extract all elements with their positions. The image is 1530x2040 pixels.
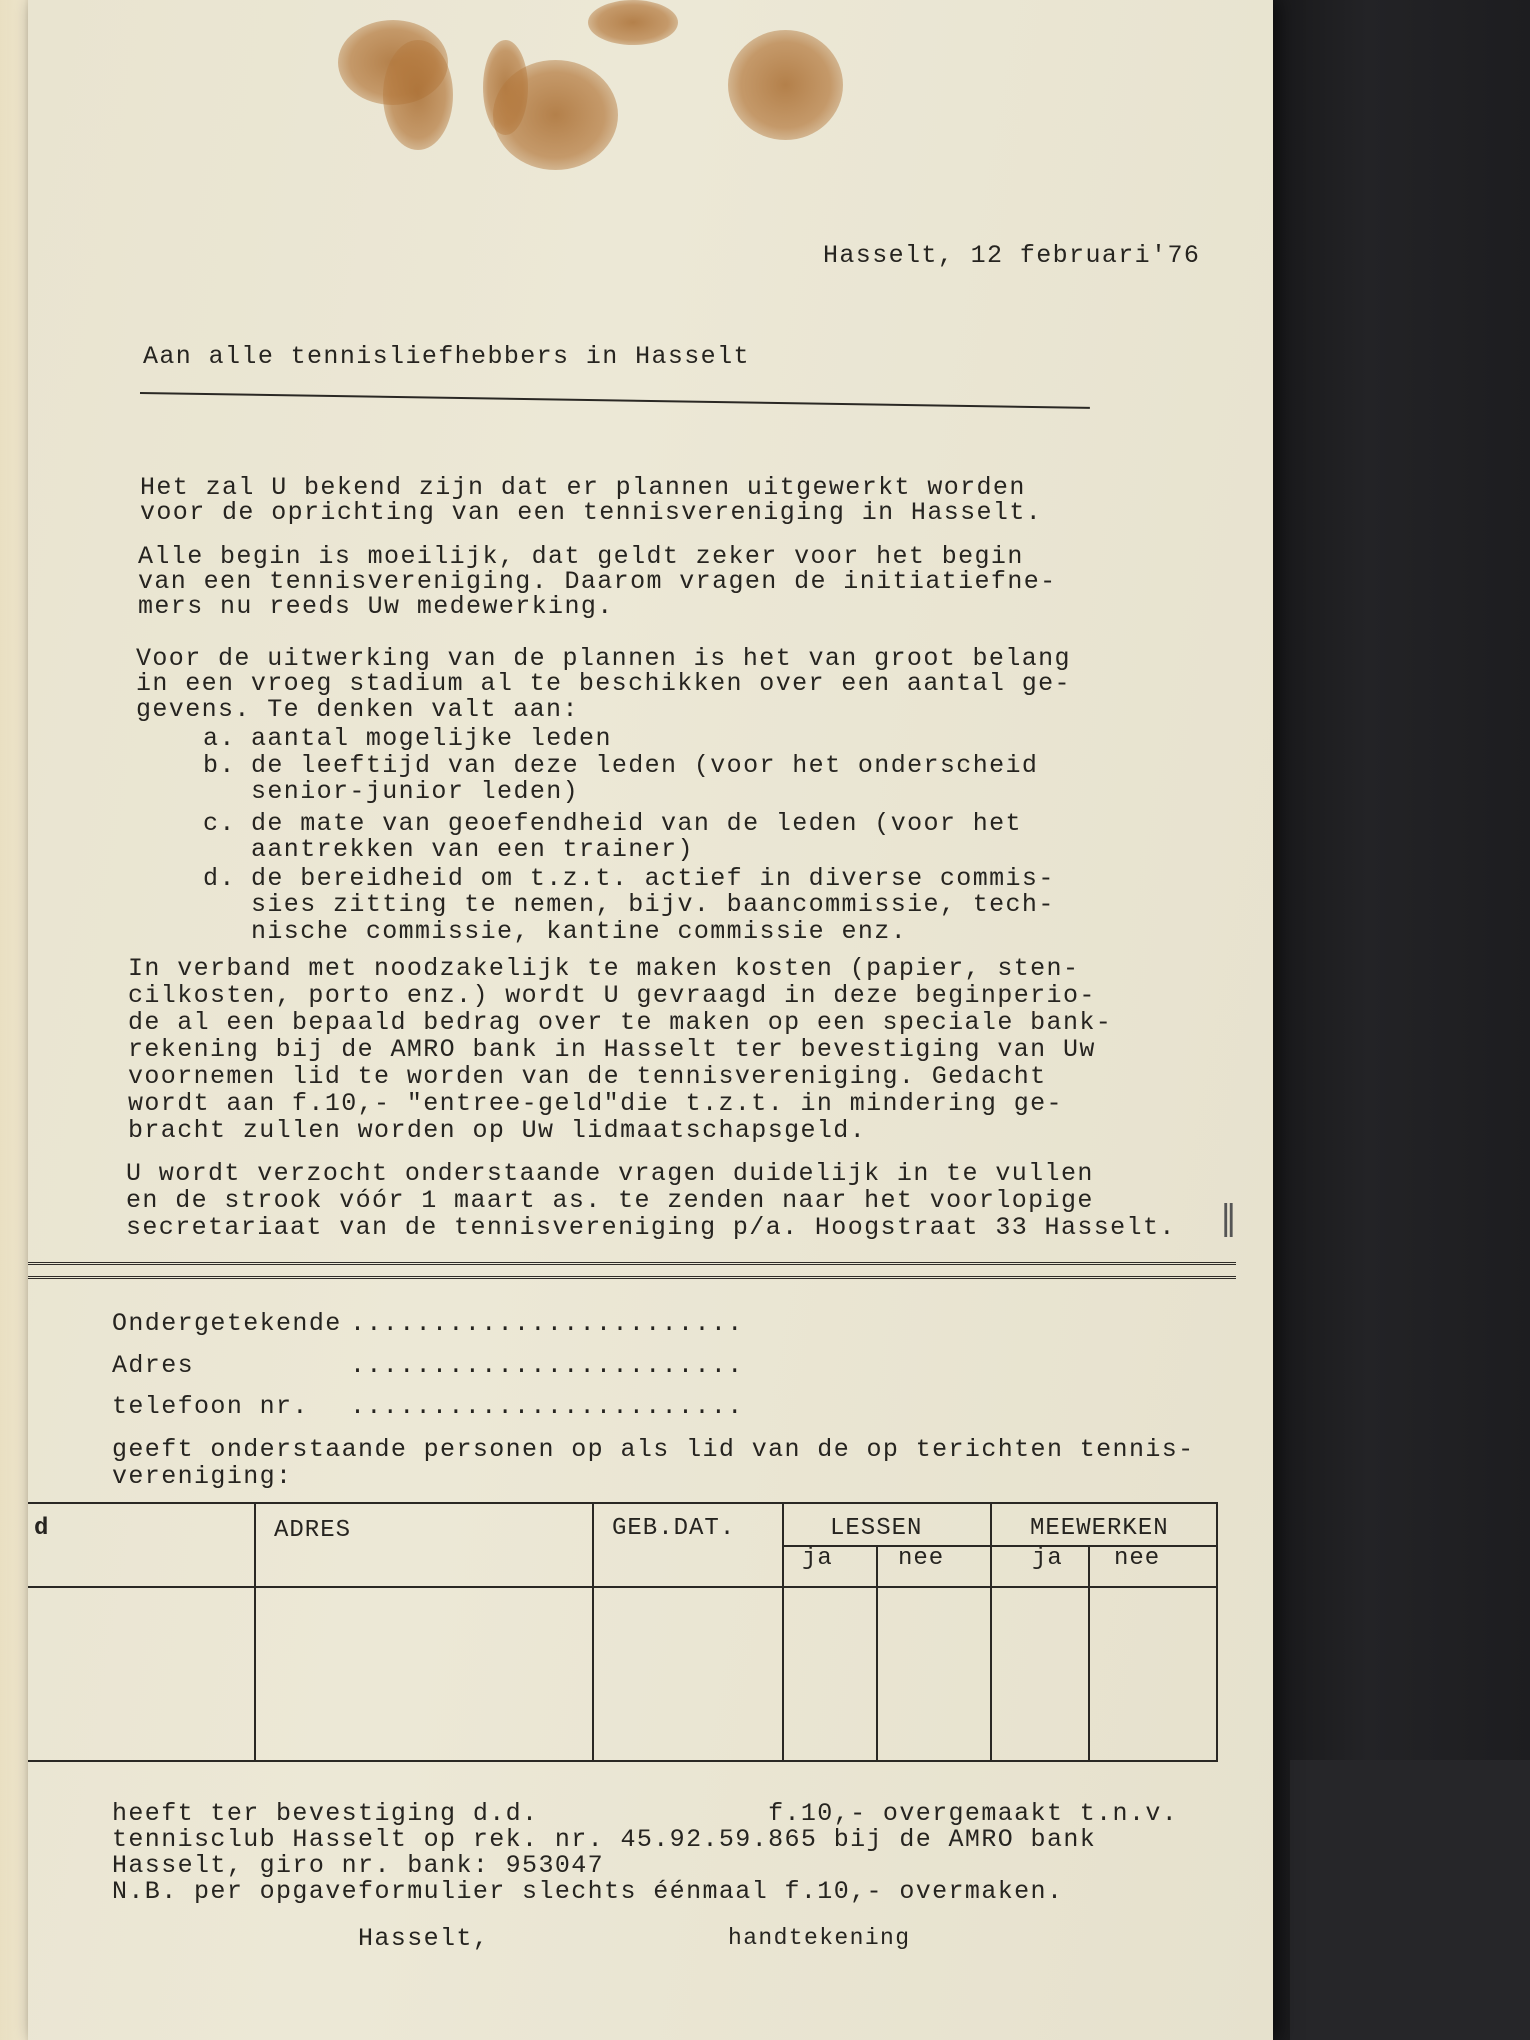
list-item-line: aantrekken van een trainer): [251, 835, 694, 864]
paragraph-line: voornemen lid te worden van de tennisvereniging. Gedacht: [128, 1062, 1047, 1091]
list-item-line: de mate van geoefendheid van de leden (voor het: [251, 809, 1022, 838]
letter-page: [28, 0, 1273, 2040]
list-item-line: de leeftijd van deze leden (voor het onderscheid: [251, 751, 1039, 780]
pencil-mark: ‖: [1220, 1198, 1237, 1238]
list-item-line: nische commissie, kantine commissie enz.: [251, 917, 908, 946]
footer-line: tennisclub Hasselt op rek. nr. 45.92.59.865 bij de AMRO bank: [112, 1825, 1097, 1854]
table-header-lessen-ja: ja: [802, 1545, 833, 1572]
form-intro-line: geeft onderstaande personen op als lid van de op terichten tennis-: [112, 1435, 1195, 1464]
table-header-first: d: [34, 1515, 50, 1542]
table-col-border: [1216, 1502, 1218, 1762]
form-field-dots[interactable]: ........................: [350, 1309, 744, 1338]
stain: [728, 30, 843, 140]
list-item-line: de bereidheid om t.z.t. actief in diverse commis-: [251, 864, 1055, 893]
form-field-label: Adres: [112, 1351, 195, 1380]
paragraph-line: rekening bij de AMRO bank in Hasselt ter bevestiging van Uw: [128, 1035, 1096, 1064]
stain: [588, 0, 678, 45]
table-col-border: [1088, 1545, 1090, 1762]
paragraph-line: secretariaat van de tennisvereniging p/a. Hoogstraat 33 Hasselt.: [126, 1213, 1176, 1242]
table-col-border: [990, 1502, 992, 1762]
dark-surface: [1260, 0, 1530, 2040]
table-col-border: [592, 1502, 594, 1762]
footer-line: Hasselt, giro nr. bank: 953047: [112, 1851, 605, 1880]
list-item-line: sies zitting te nemen, bijv. baancommissie, tech-: [251, 890, 1055, 919]
place-date: Hasselt, 12 februari'76: [823, 241, 1201, 270]
form-field-label: Ondergetekende: [112, 1309, 342, 1338]
paragraph-line: mers nu reeds Uw medewerking.: [138, 592, 614, 621]
form-field-label: telefoon nr.: [112, 1392, 309, 1421]
paragraph-line: en de strook vóór 1 maart as. te zenden naar het voorlopige: [126, 1186, 1094, 1215]
footer-line: N.B. per opgaveformulier slechts éénmaal f.10,- overmaken.: [112, 1877, 1064, 1906]
list-marker: b.: [203, 751, 236, 780]
table-col-border: [782, 1502, 784, 1762]
paragraph-line: Voor de uitwerking van de plannen is het van groot belang: [136, 644, 1071, 673]
cut-line: [28, 1262, 1236, 1279]
form-intro-line: vereniging:: [112, 1462, 293, 1491]
paragraph-line: Alle begin is moeilijk, dat geldt zeker voor het begin: [138, 542, 1024, 571]
paragraph-line: in een vroeg stadium al te beschikken over een aantal ge-: [136, 669, 1071, 698]
list-marker: c.: [203, 809, 236, 838]
signature-place: Hasselt,: [358, 1924, 490, 1953]
paragraph-line: wordt aan f.10,- "entree-geld"die t.z.t. in mindering ge-: [128, 1089, 1063, 1118]
signature-label: handtekening: [728, 1925, 911, 1951]
list-marker: a.: [203, 724, 236, 753]
table-header-adres: ADRES: [274, 1517, 352, 1544]
paragraph-line: bracht zullen worden op Uw lidmaatschapsgeld.: [128, 1116, 867, 1145]
table-bottom-border: [28, 1760, 1218, 1762]
table-top-border: [28, 1502, 1218, 1504]
footer-line: heeft ter bevestiging d.d. f.10,- overgemaakt t.n.v.: [112, 1799, 1179, 1828]
table-header-border: [28, 1586, 1218, 1588]
paragraph-line: U wordt verzocht onderstaande vragen duidelijk in te vullen: [126, 1159, 1094, 1188]
table-header-gebdat: GEB.DAT.: [612, 1515, 736, 1542]
table-header-meewerken-ja: ja: [1032, 1545, 1063, 1572]
form-field-dots[interactable]: ........................: [350, 1392, 744, 1421]
table-header-lessen-nee: nee: [898, 1545, 945, 1572]
list-item-line: aantal mogelijke leden: [251, 724, 612, 753]
table-col-border: [254, 1502, 256, 1762]
paragraph-line: voor de oprichting van een tennisvereniging in Hasselt.: [140, 498, 1043, 527]
paragraph-line: Het zal U bekend zijn dat er plannen uitgewerkt worden: [140, 473, 1026, 502]
list-item-line: senior-junior leden): [251, 777, 580, 806]
table-col-border: [876, 1545, 878, 1762]
addressee-underline: [140, 392, 1090, 409]
table-header-lessen: LESSEN: [830, 1515, 923, 1542]
table-header-meewerken-nee: nee: [1114, 1545, 1161, 1572]
stain: [493, 60, 618, 170]
addressee: Aan alle tennisliefhebbers in Hasselt: [143, 342, 750, 371]
table-header-meewerken: MEEWERKEN: [1030, 1515, 1169, 1542]
paragraph-line: gevens. Te denken valt aan:: [136, 695, 579, 724]
form-field-dots[interactable]: ........................: [350, 1351, 744, 1380]
paragraph-line: de al een bepaald bedrag over te maken op een speciale bank-: [128, 1008, 1113, 1037]
paragraph-line: In verband met noodzakelijk te maken kosten (papier, sten-: [128, 954, 1080, 983]
list-marker: d.: [203, 864, 236, 893]
paragraph-line: van een tennisvereniging. Daarom vragen de initiatiefne-: [138, 567, 1057, 596]
paragraph-line: cilkosten, porto enz.) wordt U gevraagd in deze beginperio-: [128, 981, 1096, 1010]
dark-surface-lower: [1290, 1760, 1530, 2040]
stain: [383, 40, 453, 150]
